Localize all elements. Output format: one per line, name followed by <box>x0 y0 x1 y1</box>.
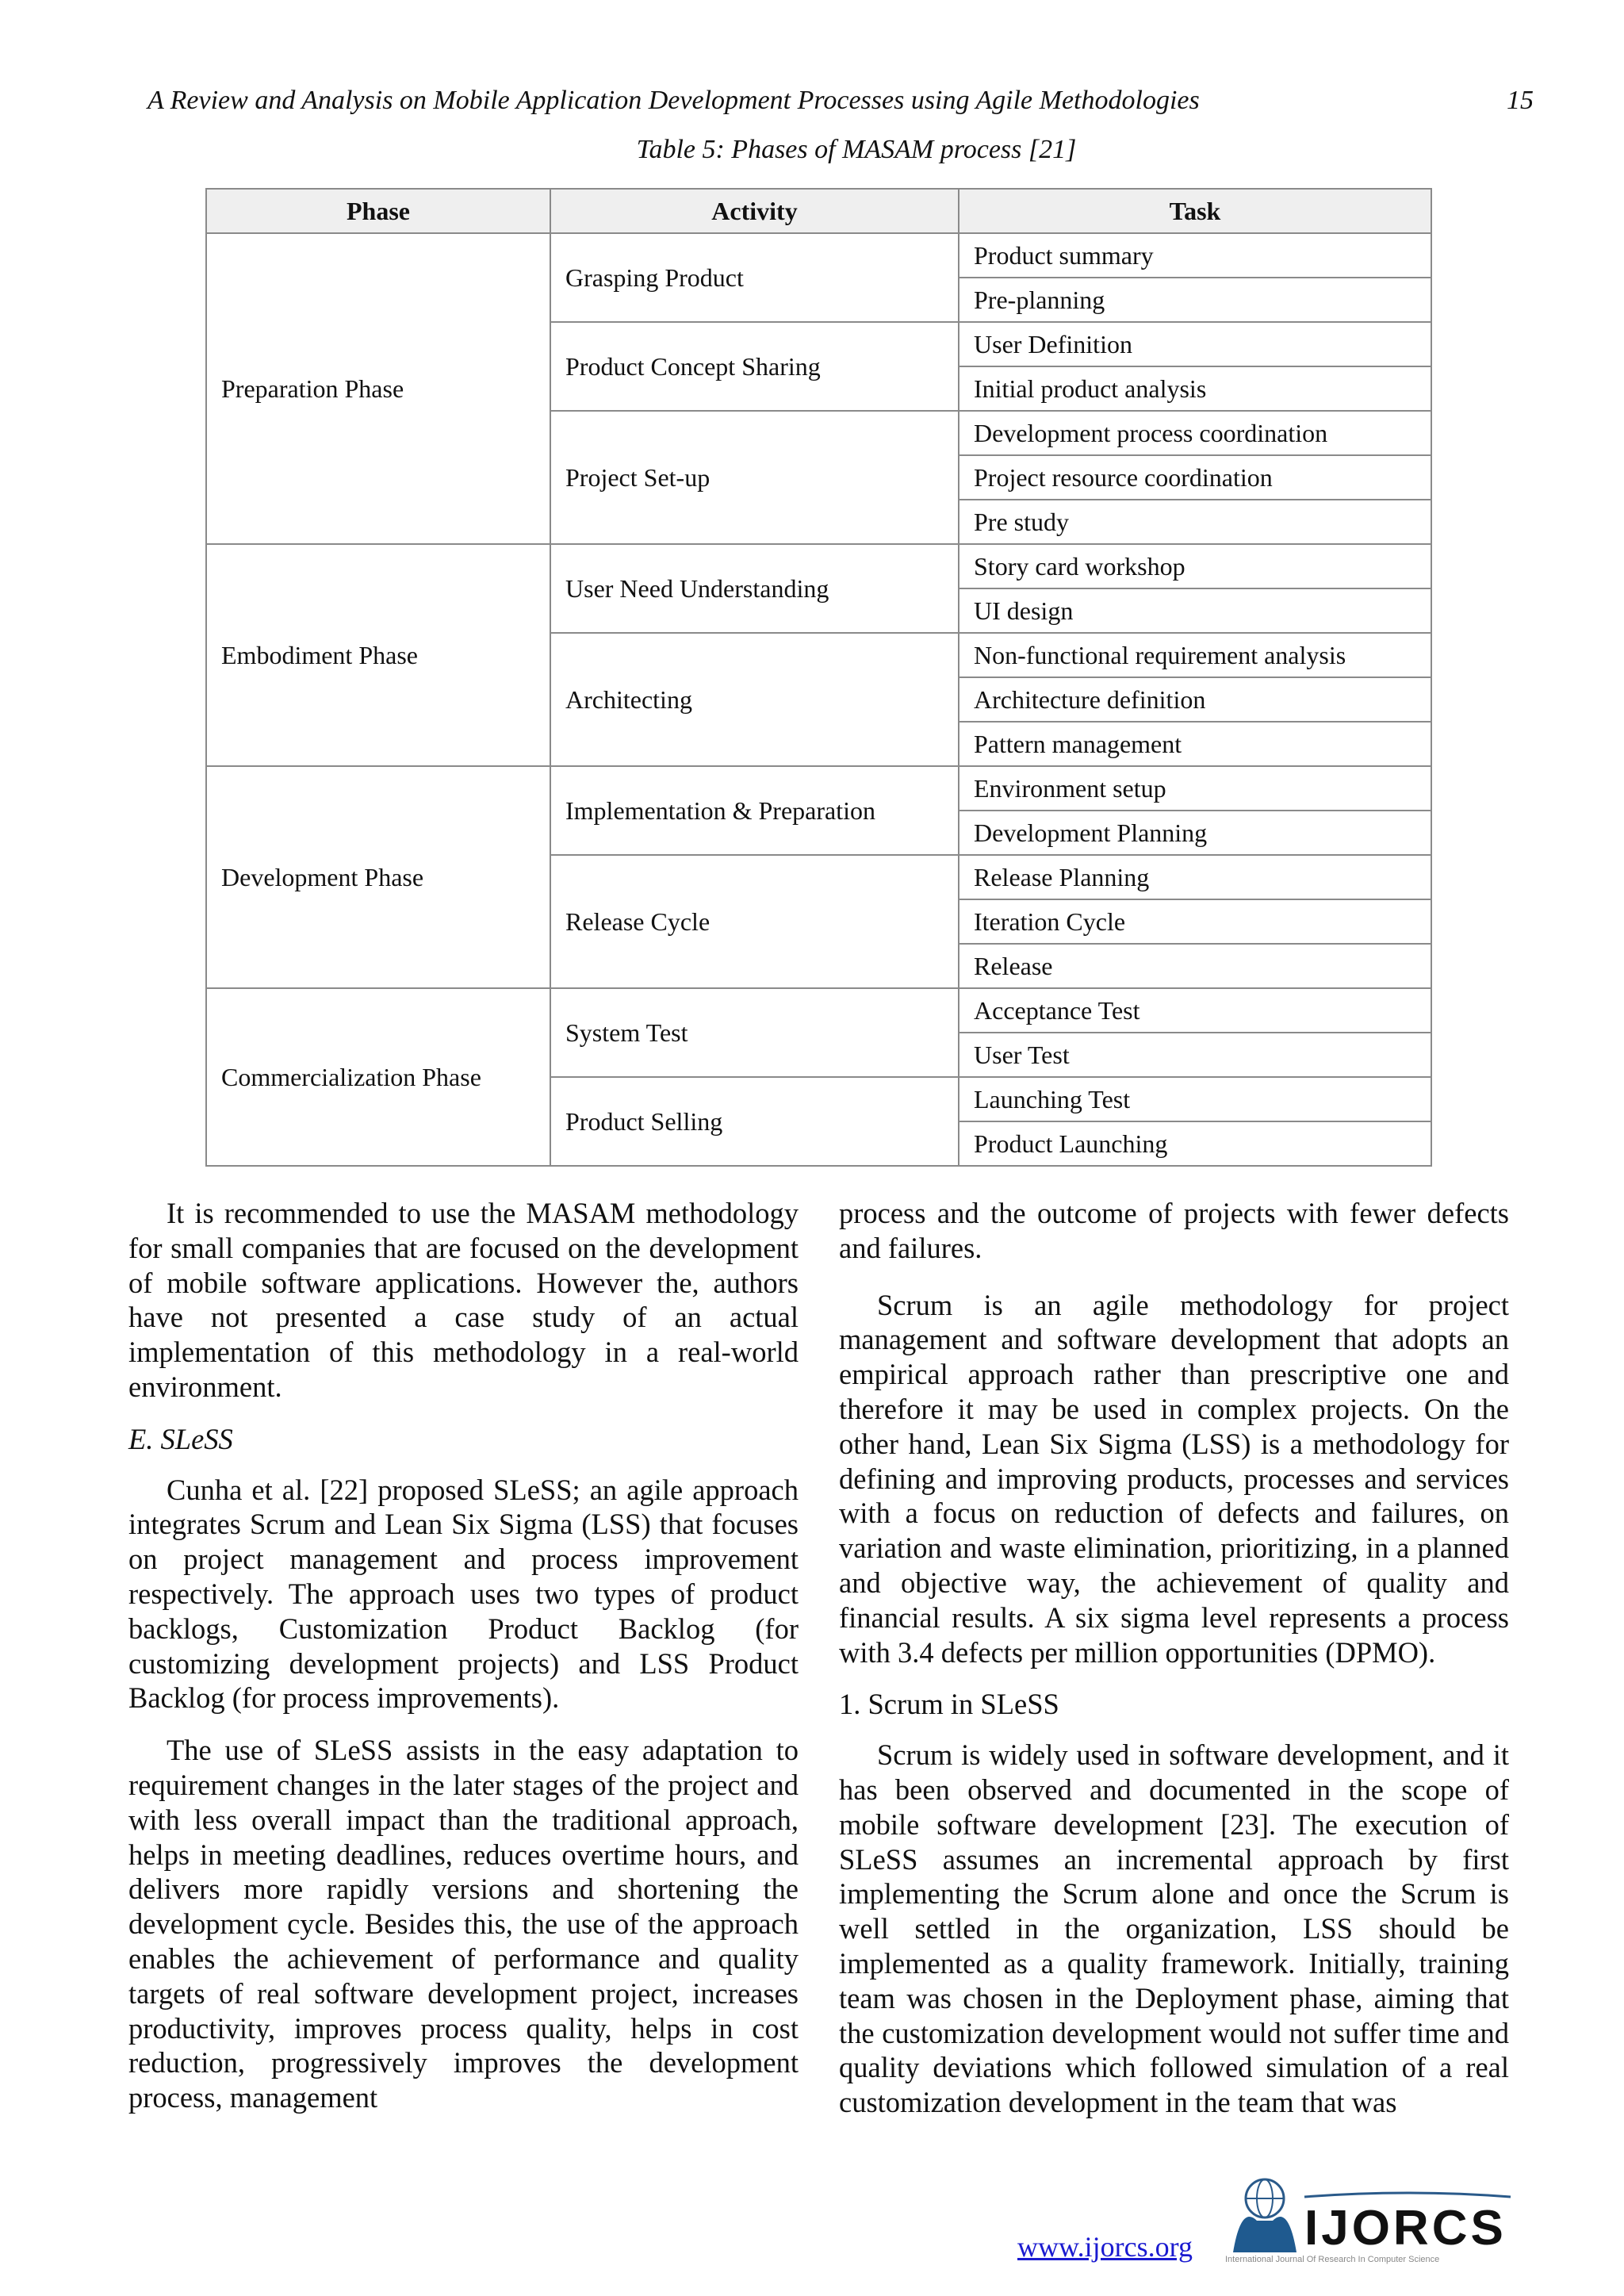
paragraph: Cunha et al. [22] proposed SLeSS; an agile approach integrates Scrum and Lean Six Sigma (LSS) that focuses on project management and process improvement respectively. The approach uses two types of product backlogs, Customization Product Backlog (for customizing development projects) and LSS Product Backlog (for process improvements). <box>128 1473 799 1715</box>
table-row <box>206 233 1431 278</box>
task-cell: Initial product analysis <box>959 366 1431 411</box>
paragraph: Scrum is an agile methodology for project management and software development that adopts an empirical approach rather than prescriptive one and therefore it may be used in complex projects. On the other hand, Lean Six Sigma (LSS) is a methodology for defining and improving products, processes and services with a focus on reduction of defects and failures, on variation and waste elimination, prioritizing, in a planned and objective way, the achievement of quality and financial results. A six sigma level represents a process with 3.4 defects per million opportunities (DPMO). <box>839 1288 1509 1669</box>
paragraph: The use of SLeSS assists in the easy adaptation to requirement changes in the later stages of the project and with less overall impact than the traditional approach, helps in meeting deadlines, reduces overtime hours, and delivers more rapidly versions and shortening the development cycle. Besides this, the use of the approach enables the achievement of performance and quality targets of real software development project, increases productivity, improves process quality, helps in cost reduction, progressively improves the development process, management <box>128 1734 799 2114</box>
task-cell: Pattern management <box>959 722 1431 766</box>
task-cell: Iteration Cycle <box>959 899 1431 944</box>
task-cell: Development process coordination <box>959 411 1431 455</box>
table-caption: Table 5: Phases of MASAM process [21] <box>636 135 1077 164</box>
table-row <box>206 988 1431 1033</box>
task-cell: Pre study <box>959 500 1431 544</box>
task-cell: Launching Test <box>959 1077 1431 1121</box>
column-header: Activity <box>550 189 959 233</box>
activity-cell: Implementation & Preparation <box>550 766 959 855</box>
task-cell: Release Planning <box>959 855 1431 899</box>
page-number: 15 <box>1507 86 1534 115</box>
globe-icon <box>1225 2173 1519 2268</box>
activity-cell: Grasping Product <box>550 233 959 322</box>
logo-text: IJORCS <box>1304 2201 1507 2256</box>
activity-cell: System Test <box>550 988 959 1077</box>
activity-cell: Architecting <box>550 633 959 766</box>
ijorcs-logo <box>1225 2173 1519 2268</box>
phase-cell: Preparation Phase <box>206 233 550 544</box>
task-cell: Story card workshop <box>959 544 1431 588</box>
task-cell: Non-functional requirement analysis <box>959 633 1431 677</box>
task-cell: Product summary <box>959 233 1431 278</box>
column-header: Task <box>959 189 1431 233</box>
column-header: Phase <box>206 189 550 233</box>
task-cell: Release <box>959 944 1431 988</box>
masam-phases-table <box>205 188 1432 1167</box>
journal-link[interactable]: www.ijorcs.org <box>1017 2231 1193 2263</box>
left-column <box>128 1196 799 2115</box>
paragraph: It is recommended to use the MASAM methodology for small companies that are focused on the development of mobile software applications. However the, authors have not presented a case study of an actual implementation of this methodology in a real-world environment. <box>128 1197 799 1403</box>
task-cell: UI design <box>959 588 1431 633</box>
activity-cell: Product Concept Sharing <box>550 322 959 411</box>
phase-cell: Commercialization Phase <box>206 988 550 1166</box>
svg-text:International Journal Of Resea: International Journal Of Research In Computer Science <box>1225 2255 1440 2264</box>
paragraph: process and the outcome of projects with fewer defects and failures. <box>839 1197 1509 1264</box>
running-title: A Review and Analysis on Mobile Application Development Processes using Agile Methodologies <box>147 86 1200 115</box>
subsection-heading: 1. Scrum in SLeSS <box>839 1688 1059 1721</box>
phase-cell: Embodiment Phase <box>206 544 550 766</box>
task-cell: Development Planning <box>959 811 1431 855</box>
task-cell: Architecture definition <box>959 677 1431 722</box>
activity-cell: Release Cycle <box>550 855 959 988</box>
section-heading: E. SLeSS <box>128 1422 233 1455</box>
task-cell: User Definition <box>959 322 1431 366</box>
activity-cell: Project Set-up <box>550 411 959 544</box>
table-row <box>206 766 1431 811</box>
table-row <box>206 544 1431 588</box>
task-cell: Acceptance Test <box>959 988 1431 1033</box>
paragraph: Scrum is widely used in software development, and it has been observed and documented in the scope of mobile software development [23]. The execution of SLeSS assumes an incremental approach by first implementing the Scrum alone and once the Scrum is well settled in the organization, LSS should be implemented as a quality framework. Initially, training team was chosen in the Deployment phase, aiming that the customization development would not suffer time and quality deviations which followed simulation of a real customization development in the team that was <box>839 1738 1509 2119</box>
right-column <box>839 1196 1509 2120</box>
task-cell: Product Launching <box>959 1121 1431 1166</box>
task-cell: Project resource coordination <box>959 455 1431 500</box>
activity-cell: User Need Understanding <box>550 544 959 633</box>
activity-cell: Product Selling <box>550 1077 959 1166</box>
phase-cell: Development Phase <box>206 766 550 988</box>
task-cell: Pre-planning <box>959 278 1431 322</box>
task-cell: User Test <box>959 1033 1431 1077</box>
task-cell: Environment setup <box>959 766 1431 811</box>
